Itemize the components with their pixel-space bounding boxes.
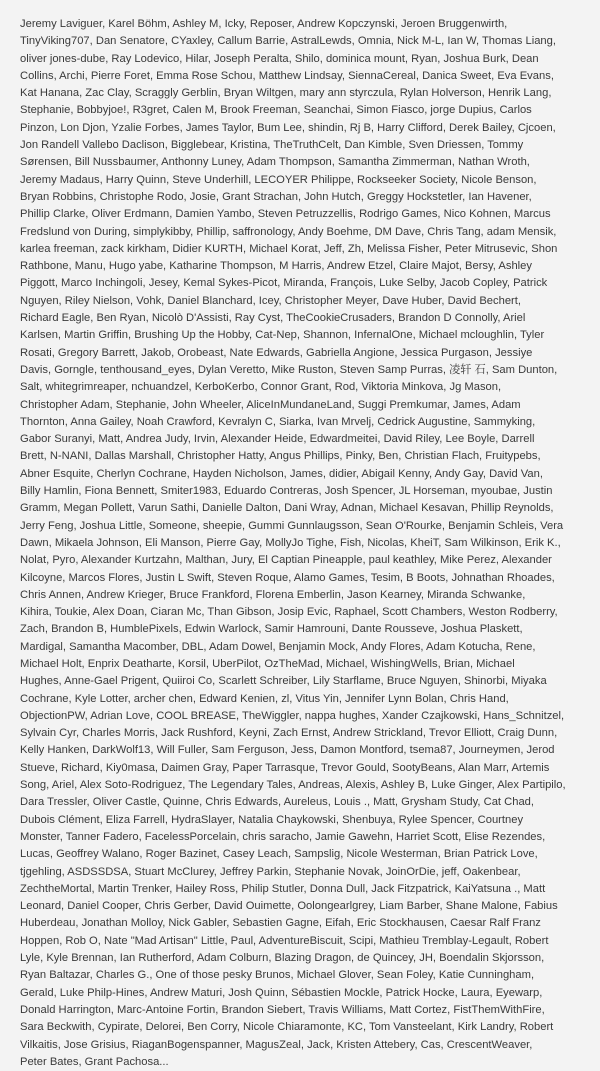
credits-line: Michael Holt, Enprix Deatharte, Korsil, UberPilot, OzTheMad, Michael, WishingWells, Brian, Michael <box>20 657 515 670</box>
credits-line: Lucas, Geoffrey Walano, Roger Bazinet, Casey Leach, Sampslig, Nicole Westerman, Brian Patrick Love, <box>20 848 538 861</box>
credits-line: Zach, Brandon B, HumblePixels, Edwin Warlock, Samir Hamrouni, Dante Rousseve, Joshua Plaskett, <box>20 623 523 636</box>
credits-line: ObjectionPW, Adrian Love, COOL BREASE, TheWiggler, nappa hughes, Xander Czajkowski, Hans_Schnitzel, <box>20 709 565 722</box>
credits-line: Salt, whitegrimreaper, nchuandzel, KerboKerbo, Connor Grant, Rod, Viktoria Minkova, Jg Mason, <box>20 381 502 394</box>
credits-line: Chris Annen, Andrew Krieger, Bruce Frankford, Florena Emberlin, Jason Kearney, Miranda Schwanke, <box>20 588 526 601</box>
credits-line: Karlsen, Martin Griffin, Brushing Up the Hobby, Cat-Nep, Shannon, InfernalOne, Michael mcloughlin, Tyler <box>20 329 545 342</box>
credits-line: Peter Bates, Grant Pachosa... <box>20 1055 169 1068</box>
credits-line: Jon Randell Vallebo Daclison, Bigglebear, Kristina, TheTruthCelt, Dan Kimble, Sven Driessen, Tommy <box>20 139 524 152</box>
credits-line: Cochrane, Kyle Lotter, archer chen, Edward Kenien, zl, Vitus Yin, Jennifer Lynn Bolan, Chris Hand, <box>20 692 509 705</box>
credits-line: Monster, Tanner Fadero, FacelessPorcelain, chris saracho, Jamie Gawehn, Harriet Scott, Elise Rezendes, <box>20 830 546 843</box>
credits-line: Dara Tressler, Oliver Castle, Quinne, Chris Edwards, Aureleus, Louis ., Matt, Grysham Study, Cat Chad, <box>20 796 534 809</box>
credits-line: Phillip Clarke, Oliver Erdmann, Damien Yambo, Steven Petruzzellis, Rodrigo Games, Nico Kohnen, Marcus <box>20 208 551 221</box>
credits-line: Jeremy Madaus, Harry Quinn, Steve Underhill, LECOYER Philippe, Rockseeker Society, Nicole Benson, <box>20 173 537 186</box>
credits-line: Hoppen, Rob O, Nate "Mad Artisan" Little, Paul, AdventureBiscuit, Scipi, Mathieu Tremblay-Legault, Robert <box>20 934 549 947</box>
credits-line: Fredslund von During, simplykibby, Phillip, saffronology, Andy Boehme, DM Dave, Chris Tang, adam Mensik, <box>20 225 557 238</box>
credits-line: Rosati, Gregory Barrett, Jakob, Orobeast, Nate Edwards, Gabriella Angione, Jessica Purgason, Jessiye <box>20 346 533 359</box>
credits-line: Lyle, Kyle Brennan, Ian Rutherford, Adam Colburn, Blazing Dragon, de Quincey, JH, Boendalin Skjorsson, <box>20 952 545 965</box>
credits-line: Nolat, Pyro, Alexander Kurtzahn, Malthan, Jury, El Captian Pineapple, paul keathley, Mike Perez, Alexander <box>20 554 552 567</box>
credits-line: Huberdeau, Jonathan Molloy, Nick Gabler, Sebastien Gagne, Eifah, Eric Stockhausen, Caesar Ralf Franz <box>20 917 541 930</box>
credits-line: Bryan Robbins, Christophe Rodo, Josie, Grant Strachan, John Hutch, Greggy Hockstetler, Ian Havener, <box>20 190 532 203</box>
credits-line: Sørensen, Bill Nussbaumer, Anthonny Luney, Adam Thompson, Samantha Zimmerman, Nathan Wroth, <box>20 156 530 169</box>
credits-line: Billy Hamlin, Fiona Bennett, Smiter1983, Eduardo Contreras, Josh Spencer, JL Horseman, myoubae, Justin <box>20 485 553 498</box>
credits-line: Thornton, Anna Gailey, Noah Crawford, Kevralyn C, Siarka, Ivan Mrvelj, Cedrick Augustine, Sammyking, <box>20 415 536 428</box>
credits-line: Mardigal, Samantha Macomber, DBL, Adam Dowel, Benjamin Mock, Andy Flores, Adam Kotucha, Rene, <box>20 640 536 653</box>
credits-line: Leonard, Daniel Cooper, Chris Gerber, David Ouimette, Oolongearlgrey, Liam Barber, Shane Malone, Fabius <box>20 900 558 913</box>
credits-line: Sylvain Cyr, Charles Morris, Jack Rushford, Keyni, Zach Ernst, Andrew Strickland, Trevor Elliott, Craig Dunn, <box>20 727 558 740</box>
credits-line: Song, Ariel, Alex Soto-Rodriguez, The Legendary Tales, Andreas, Alexis, Ashley B, Luke Ginger, Alex Partipilo, <box>20 779 566 792</box>
credits-line: Piggott, Marco Inchingoli, Jesey, Kemal Sykes-Picot, Miranda, François, Luke Selby, Jacob Copley, Patrick <box>20 277 548 290</box>
credits-line: Kihira, Toukie, Alex Doan, Ciaran Mc, Than Gibson, Josip Evic, Raphael, Scott Chambers, Weston Rodberry, <box>20 606 558 619</box>
credits-line: Donald Harrington, Marc-Antoine Fortin, Brandon Siebert, Travis Williams, Matt Cortez, FistThemWithFire, <box>20 1003 545 1016</box>
credits-line: Gabor Suranyi, Matt, Andrea Judy, Irvin, Alexander Heide, Edwardmeitei, David Riley, Lee Boyle, Darrell <box>20 433 535 446</box>
credits-line: oliver jones-dube, Ray Lodevico, Hilar, Joseph Peralta, Shilo, dominica mount, Ryan, Joshua Burk, Dean <box>20 52 539 65</box>
credits-line: ZechtheMortal, Martin Trenker, Hailey Ross, Philip Stutler, Donna Dull, Jack Fitzpatrick, KaiYatsuna ., Matt <box>20 882 546 895</box>
credits-line: Stephanie, Bobbyjoe!, R3gret, Calen M, Brook Freeman, Seanchai, Simon Fiasco, jorge Dupius, Carlos <box>20 104 532 117</box>
credits-line: Rathbone, Manu, Hugo yabe, Katharine Thompson, M Harris, Andrew Etzel, Claire Majot, Bersy, Ashley <box>20 260 532 273</box>
credits-line: Dawn, Mikaela Johnson, Eli Manson, Pierre Gay, MollyJo Tighe, Fish, Nicolas, KheiT, Sam Wilkinson, Erik K., <box>20 536 561 549</box>
credits-line: Ryan Baltazar, Charles G., One of those pesky Brunos, Michael Glover, Sean Foley, Katie Cunningham, <box>20 969 535 982</box>
credits-line: Jerry Feng, Joshua Little, Someone, sheepie, Gummi Gunnlaugsson, Sean O'Rourke, Benjamin Schleis, Vera <box>20 519 564 532</box>
credits-line: tjgehling, ASDSSDSA, Stuart McClurey, Jeffrey Parkin, Stephanie Novak, JoinOrDie, jeff, Oakenbear, <box>20 865 521 878</box>
credits-line: Jeremy Laviguer, Karel Böhm, Ashley M, Icky, Reposer, Andrew Kopczynski, Jeroen Bruggenwirth, <box>20 18 508 30</box>
credits-line: Kelly Hanken, DarkWolf13, Will Fuller, Sam Ferguson, Jess, Damon Montford, tsema87, Journeymen, Jerod <box>20 744 555 757</box>
credits-line: Dubois Clément, Eliza Farrell, HydraSlayer, Natalia Chaykowski, Shenbuya, Rylee Spencer, Courtney <box>20 813 524 826</box>
credits-line: Davis, Gorngle, tenthousand_eyes, Dylan Veretto, Mike Ruston, Steven Samp Purras, 凌轩 石, Sam Dunton, <box>20 363 558 376</box>
credits-line: Richard Eagle, Ben Ryan, Nicolò D'Assisti, Ray Cyst, TheCookieCrusaders, Brandon D Connolly, Ariel <box>20 312 526 325</box>
credits-line: Christopher Adam, Stephanie, John Wheeler, AliceInMundaneLand, Suggi Premkumar, James, Adam <box>20 398 521 411</box>
credits-line: Vilkaitis, Jose Grisius, RiaganBogenspanner, MagusZeal, Jack, Kristen Attebery, Cas, CrescentWeaver, <box>20 1038 533 1051</box>
credits-line: Hughes, Anne-Gael Prigent, Quiiroi Co, Scarlett Schreiber, Lily Starflame, Bruce Nguyen, Shinorbi, Miyaka <box>20 675 547 688</box>
credits-line: Gramm, Megan Pollett, Varun Sathi, Danielle Dalton, Dani Wray, Adnan, Michael Kesavan, Phillip Reynolds, <box>20 502 554 515</box>
credits-line: Nguyen, Riley Nielson, Vohk, Daniel Blanchard, Icey, Christopher Meyer, Dave Huber, David Bechert, <box>20 294 521 307</box>
credits-line: Stueve, Richard, Kiy0masa, Daimen Gray, Paper Tarrasque, Trevor Gould, SootyBeans, Alan Marr, Artemis <box>20 761 550 774</box>
credits-line: Sara Beckwith, Cypirate, Delorei, Ben Corry, Nicole Chiaramonte, KC, Tom Vansteelant, Kirk Landry, Robert <box>20 1021 554 1034</box>
credits-line: Collins, Archi, Pierre Foret, Emma Rose Schou, Matthew Lindsay, SiennaCereal, Danica Sweet, Eva Evans, <box>20 69 554 82</box>
credits-line: karlea freeman, zack kirkham, Didier KURTH, Michael Korat, Jeff, Zh, Melissa Fisher, Peter Mitrusevic, Shon <box>20 242 558 255</box>
credits-line: Brett, N-NANI, Dallas Marshall, Christopher Hatty, Angus Phillips, Pinky, Ben, Christian Flach, Fruitypebs, <box>20 450 541 463</box>
credits-line: Kilcoyne, Marcos Flores, Justin L Swift, Steven Roque, Alamo Games, Tesim, B Boots, Johnathan Rhoades, <box>20 571 555 584</box>
credits-line: Gerald, Luke Philp-Hines, Andrew Maturi, Josh Quinn, Sébastien Mockle, Patrick Hocke, Laura, Eyewarp, <box>20 986 543 999</box>
credits-line: Kat Hanana, Zac Clay, Scraggly Gerblin, Bryan Wiltgen, mary ann styrczula, Rylan Holverson, Henrik Lang, <box>20 87 552 100</box>
credits-line: TinyViking707, Dan Senatore, CYaxley, Callum Barrie, AstralLewds, Omnia, Nick M-L, Ian W, Thomas Liang, <box>20 35 556 48</box>
credits-line: Abner Esquite, Cherlyn Cochrane, Hayden Nicholson, James, didier, Abigail Kenny, Andy Gay, David Van, <box>20 467 543 480</box>
credits-line: Pinzon, Lon Djon, Yzalie Forbes, James Taylor, Bum Lee, shindin, Rj B, Harry Clifford, Derek Bailey, Cjcoen, <box>20 121 556 134</box>
